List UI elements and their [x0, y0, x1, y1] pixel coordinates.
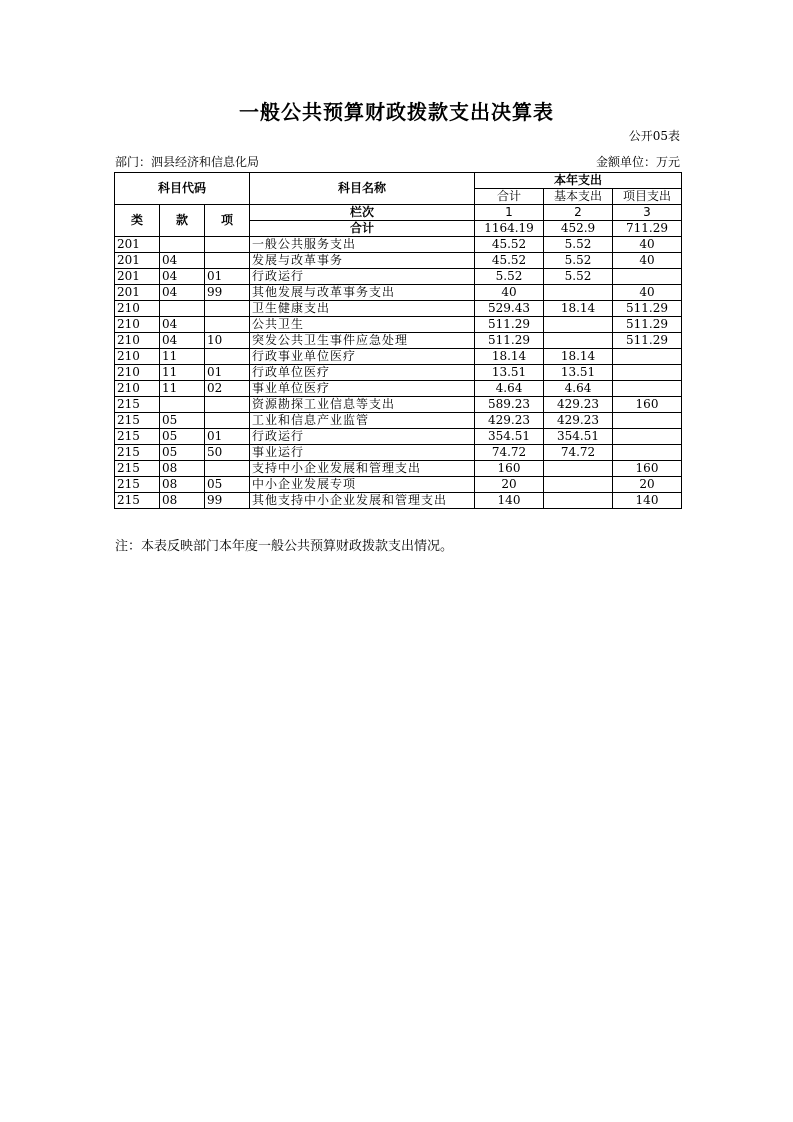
subject-name-cell: 行政运行 [250, 269, 475, 285]
code-lei-cell: 210 [115, 365, 160, 381]
total-cell: 74.72 [475, 445, 544, 461]
header-year-expense: 本年支出 [475, 173, 682, 189]
header-col-project: 项目支出 [613, 189, 682, 205]
table-row [115, 445, 682, 461]
table-row [115, 413, 682, 429]
code-lei-cell: 210 [115, 349, 160, 365]
department-label: 部门：泗县经济和信息化局 [115, 155, 260, 169]
total-basic: 452.9 [544, 221, 613, 237]
subject-name-cell: 卫生健康支出 [250, 301, 475, 317]
project-cell [613, 269, 682, 285]
code-kuan-cell [160, 301, 205, 317]
subject-name-cell: 工业和信息产业监管 [250, 413, 475, 429]
code-lei-cell: 215 [115, 413, 160, 429]
code-kuan-cell: 04 [160, 317, 205, 333]
code-kuan-cell: 11 [160, 349, 205, 365]
header-row-label: 栏次 [250, 205, 475, 221]
header-xiang: 项 [205, 205, 250, 237]
code-lei-cell: 210 [115, 301, 160, 317]
subject-name-cell: 事业单位医疗 [250, 381, 475, 397]
code-xiang-cell: 02 [205, 381, 250, 397]
code-kuan-cell: 04 [160, 285, 205, 301]
basic-cell [544, 285, 613, 301]
code-lei-cell: 215 [115, 397, 160, 413]
code-xiang-cell: 01 [205, 365, 250, 381]
code-lei-cell: 210 [115, 317, 160, 333]
table-row [115, 365, 682, 381]
subject-name-cell: 支持中小企业发展和管理支出 [250, 461, 475, 477]
project-cell [613, 365, 682, 381]
code-xiang-cell [205, 317, 250, 333]
code-kuan-cell: 11 [160, 381, 205, 397]
table-row [115, 461, 682, 477]
table-row [115, 269, 682, 285]
project-cell [613, 429, 682, 445]
header-col-total: 合计 [475, 189, 544, 205]
code-xiang-cell [205, 461, 250, 477]
project-cell [613, 445, 682, 461]
table-row [115, 349, 682, 365]
table-body [115, 173, 682, 509]
code-lei-cell: 201 [115, 253, 160, 269]
project-cell: 160 [613, 461, 682, 477]
basic-cell: 5.52 [544, 269, 613, 285]
table-row [115, 477, 682, 493]
project-cell: 160 [613, 397, 682, 413]
total-cell: 429.23 [475, 413, 544, 429]
basic-cell: 5.52 [544, 237, 613, 253]
code-kuan-cell: 08 [160, 493, 205, 509]
expenditure-table [114, 172, 682, 509]
table-row [115, 493, 682, 509]
table-row [115, 397, 682, 413]
basic-cell: 5.52 [544, 253, 613, 269]
code-lei-cell: 201 [115, 237, 160, 253]
total-cell: 45.52 [475, 253, 544, 269]
code-lei-cell: 215 [115, 477, 160, 493]
subject-name-cell: 发展与改革事务 [250, 253, 475, 269]
project-cell: 40 [613, 237, 682, 253]
table-row [115, 253, 682, 269]
header-name: 科目名称 [250, 173, 475, 205]
header-col-no2: 2 [544, 205, 613, 221]
project-cell: 511.29 [613, 317, 682, 333]
amount-unit-label: 金额单位：万元 [595, 155, 680, 169]
code-xiang-cell: 99 [205, 285, 250, 301]
total-total: 1164.19 [475, 221, 544, 237]
total-cell: 589.23 [475, 397, 544, 413]
total-label: 合计 [250, 221, 475, 237]
code-kuan-cell: 05 [160, 445, 205, 461]
code-kuan-cell [160, 237, 205, 253]
code-kuan-cell: 05 [160, 413, 205, 429]
table-row [115, 301, 682, 317]
project-cell: 140 [613, 493, 682, 509]
total-cell: 529.43 [475, 301, 544, 317]
code-xiang-cell: 10 [205, 333, 250, 349]
code-xiang-cell [205, 237, 250, 253]
total-cell: 511.29 [475, 317, 544, 333]
total-cell: 5.52 [475, 269, 544, 285]
code-kuan-cell: 04 [160, 333, 205, 349]
subject-name-cell: 行政单位医疗 [250, 365, 475, 381]
total-cell: 13.51 [475, 365, 544, 381]
basic-cell: 429.23 [544, 413, 613, 429]
code-lei-cell: 201 [115, 285, 160, 301]
total-cell: 45.52 [475, 237, 544, 253]
code-kuan-cell: 04 [160, 269, 205, 285]
total-cell: 20 [475, 477, 544, 493]
basic-cell: 4.64 [544, 381, 613, 397]
code-lei-cell: 210 [115, 333, 160, 349]
code-xiang-cell: 05 [205, 477, 250, 493]
subject-name-cell: 行政事业单位医疗 [250, 349, 475, 365]
project-cell: 511.29 [613, 301, 682, 317]
total-cell: 140 [475, 493, 544, 509]
basic-cell: 18.14 [544, 301, 613, 317]
code-kuan-cell: 11 [160, 365, 205, 381]
code-xiang-cell [205, 349, 250, 365]
code-kuan-cell: 08 [160, 461, 205, 477]
code-kuan-cell [160, 397, 205, 413]
total-cell: 18.14 [475, 349, 544, 365]
table-row [115, 285, 682, 301]
subject-name-cell: 其他支持中小企业发展和管理支出 [250, 493, 475, 509]
header-code: 科目代码 [115, 173, 250, 205]
subject-name-cell: 中小企业发展专项 [250, 477, 475, 493]
table-row [115, 317, 682, 333]
project-cell: 40 [613, 253, 682, 269]
code-lei-cell: 215 [115, 493, 160, 509]
subject-name-cell: 一般公共服务支出 [250, 237, 475, 253]
code-kuan-cell: 08 [160, 477, 205, 493]
basic-cell [544, 333, 613, 349]
subject-name-cell: 行政运行 [250, 429, 475, 445]
total-cell: 40 [475, 285, 544, 301]
subject-name-cell: 突发公共卫生事件应急处理 [250, 333, 475, 349]
page-title: 一般公共预算财政拨款支出决算表 [239, 100, 554, 124]
table-row [115, 429, 682, 445]
subject-name-cell: 资源勘探工业信息等支出 [250, 397, 475, 413]
code-lei-cell: 210 [115, 381, 160, 397]
table-row [115, 237, 682, 253]
project-cell: 511.29 [613, 333, 682, 349]
code-lei-cell: 215 [115, 429, 160, 445]
project-cell: 40 [613, 285, 682, 301]
basic-cell [544, 493, 613, 509]
subject-name-cell: 事业运行 [250, 445, 475, 461]
table-row [115, 381, 682, 397]
code-xiang-cell: 50 [205, 445, 250, 461]
code-lei-cell: 215 [115, 445, 160, 461]
basic-cell: 74.72 [544, 445, 613, 461]
project-cell [613, 413, 682, 429]
code-xiang-cell [205, 301, 250, 317]
header-col-no3: 3 [613, 205, 682, 221]
basic-cell: 13.51 [544, 365, 613, 381]
code-kuan-cell: 04 [160, 253, 205, 269]
code-xiang-cell: 01 [205, 429, 250, 445]
total-cell: 354.51 [475, 429, 544, 445]
total-cell: 511.29 [475, 333, 544, 349]
code-lei-cell: 201 [115, 269, 160, 285]
basic-cell: 429.23 [544, 397, 613, 413]
header-row-1 [115, 173, 682, 189]
code-xiang-cell [205, 397, 250, 413]
code-xiang-cell: 01 [205, 269, 250, 285]
table-row [115, 333, 682, 349]
header-col-basic: 基本支出 [544, 189, 613, 205]
subject-name-cell: 其他发展与改革事务支出 [250, 285, 475, 301]
form-number: 公开05表 [628, 129, 680, 143]
project-cell: 20 [613, 477, 682, 493]
header-kuan: 款 [160, 205, 205, 237]
total-project: 711.29 [613, 221, 682, 237]
subject-name-cell: 公共卫生 [250, 317, 475, 333]
code-xiang-cell: 99 [205, 493, 250, 509]
project-cell [613, 349, 682, 365]
basic-cell: 18.14 [544, 349, 613, 365]
basic-cell [544, 477, 613, 493]
table-note: 注：本表反映部门本年度一般公共预算财政拨款支出情况。 [115, 539, 454, 554]
total-cell: 160 [475, 461, 544, 477]
basic-cell: 354.51 [544, 429, 613, 445]
code-xiang-cell [205, 413, 250, 429]
header-row-3 [115, 205, 682, 221]
project-cell [613, 381, 682, 397]
header-lei: 类 [115, 205, 160, 237]
total-cell: 4.64 [475, 381, 544, 397]
code-kuan-cell: 05 [160, 429, 205, 445]
header-col-no1: 1 [475, 205, 544, 221]
basic-cell [544, 461, 613, 477]
code-xiang-cell [205, 253, 250, 269]
code-lei-cell: 215 [115, 461, 160, 477]
basic-cell [544, 317, 613, 333]
